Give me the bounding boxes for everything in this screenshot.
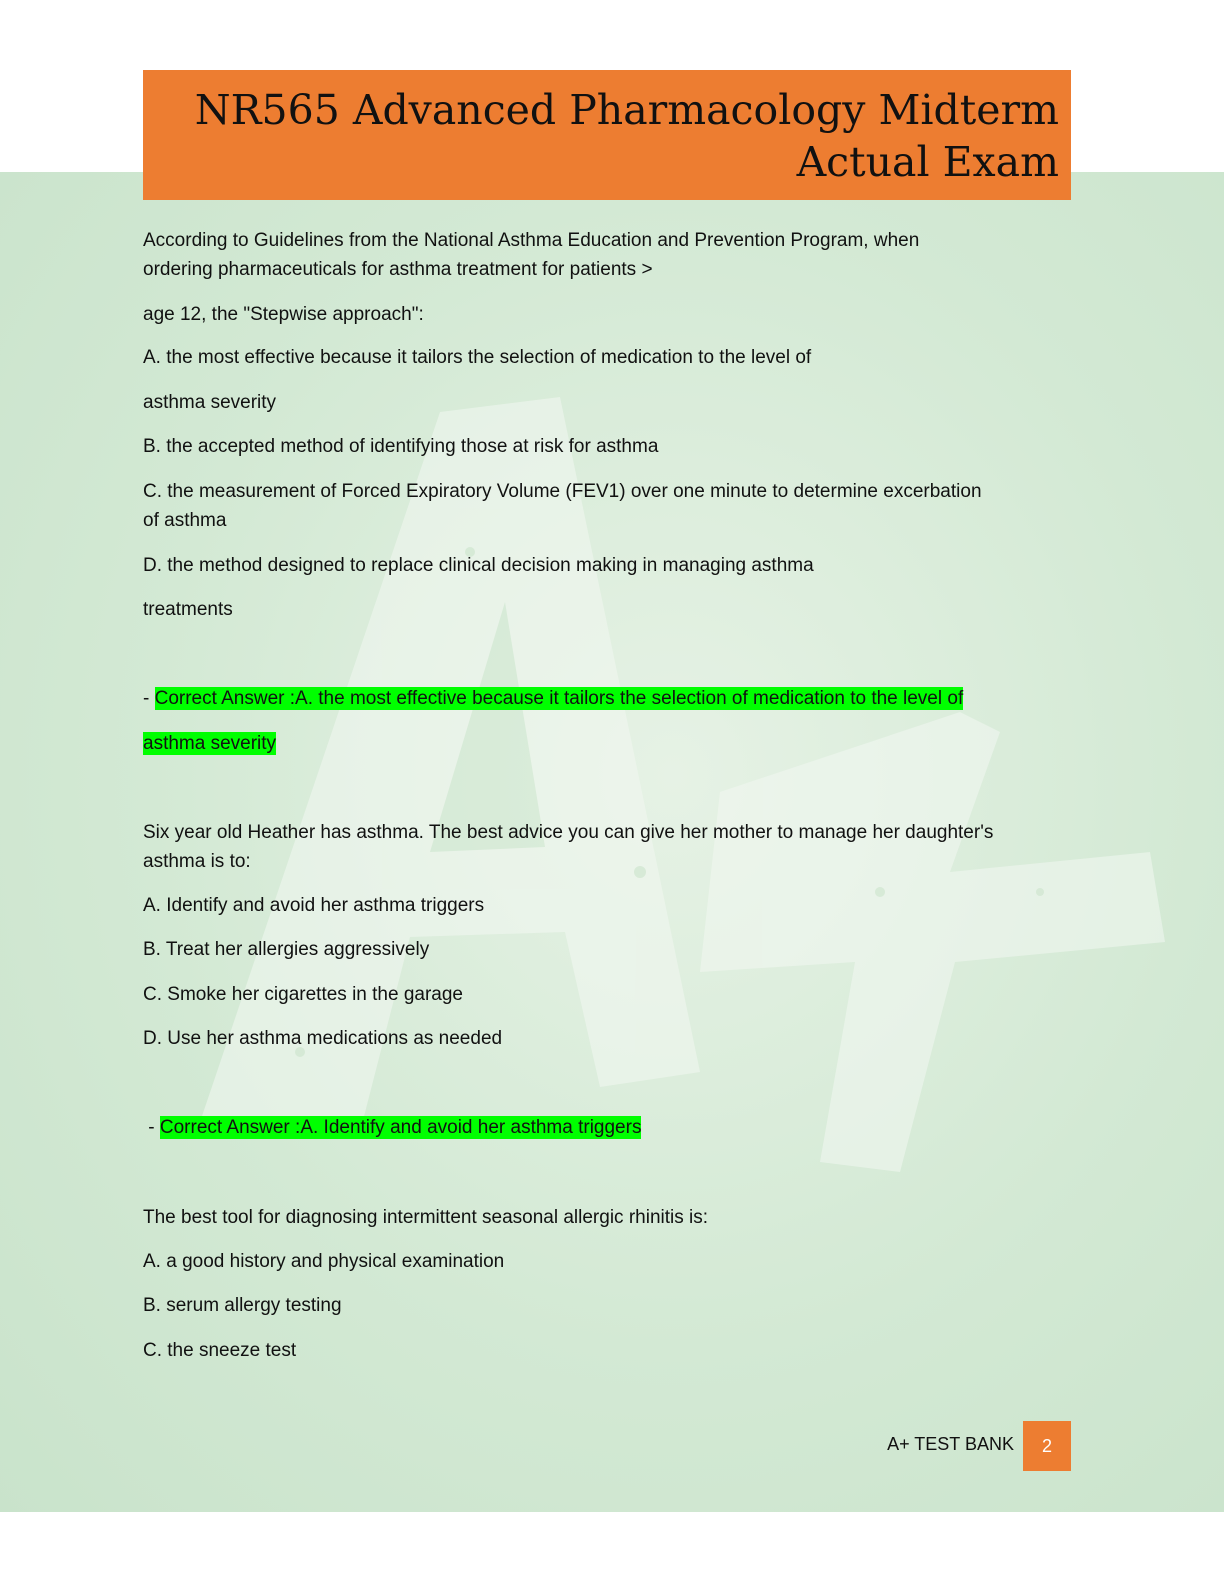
q2-option-b: B. Treat her allergies aggressively [143,939,430,960]
q2-stem-line1: Six year old Heather has asthma. The best advice you can give her mother to manage her daughter's [143,822,994,843]
page-number: 2 [1023,1421,1071,1471]
q1-correct-answer-cont: asthma severity [143,733,277,754]
q1-stem-line1: According to Guidelines from the National Asthma Education and Prevention Program, when [143,230,920,251]
q2-option-d: D. Use her asthma medications as needed [143,1028,503,1049]
q3-stem: The best tool for diagnosing intermittent seasonal allergic rhinitis is: [143,1207,709,1228]
q2-option-c: C. Smoke her cigarettes in the garage [143,984,464,1005]
q2-answer-line [143,1113,1073,1142]
q1-option-d-line1: D. the method designed to replace clinical decision making in managing asthma [143,555,814,576]
q1-option-a-line2: asthma severity [143,392,277,413]
q1-answer-line1 [143,684,1073,713]
title-banner [143,70,1071,200]
q2-option-a: A. Identify and avoid her asthma triggers [143,895,485,916]
q3-option-a: A. a good history and physical examination [143,1251,505,1272]
q1-stem-line3: age 12, the "Stepwise approach": [143,304,424,325]
q3-option-c: C. the sneeze test [143,1340,297,1361]
q1-answer-prefix: - [143,688,155,709]
q2-correct-answer: Correct Answer :A. Identify and avoid her asthma triggers [159,1117,642,1138]
q1-option-c-line1: C. the measurement of Forced Expiratory Volume (FEV1) over one minute to determine excerbation [143,481,982,502]
page-title-line2: Actual Exam [796,138,1059,186]
q1-stem-line2: ordering pharmaceuticals for asthma treatment for patients > [143,259,653,280]
q1-correct-answer: Correct Answer :A. the most effective because it tailors the selection of medication to the level of [154,688,964,709]
q1-option-b: B. the accepted method of identifying those at risk for asthma [143,436,659,457]
page-title-line1: NR565 Advanced Pharmacology Midterm [194,86,1059,134]
q2-stem-line2: asthma is to: [143,851,251,872]
q2-answer-prefix: - [143,1117,160,1138]
q1-answer-line2 [143,729,1073,758]
footer-label: A+ TEST BANK [887,1434,1014,1454]
q1-option-d-line2: treatments [143,599,233,620]
q1-option-a-line1: A. the most effective because it tailors the selection of medication to the level of [143,347,812,368]
q1-option-c-line2: of asthma [143,510,227,531]
q3-option-b: B. serum allergy testing [143,1295,342,1316]
